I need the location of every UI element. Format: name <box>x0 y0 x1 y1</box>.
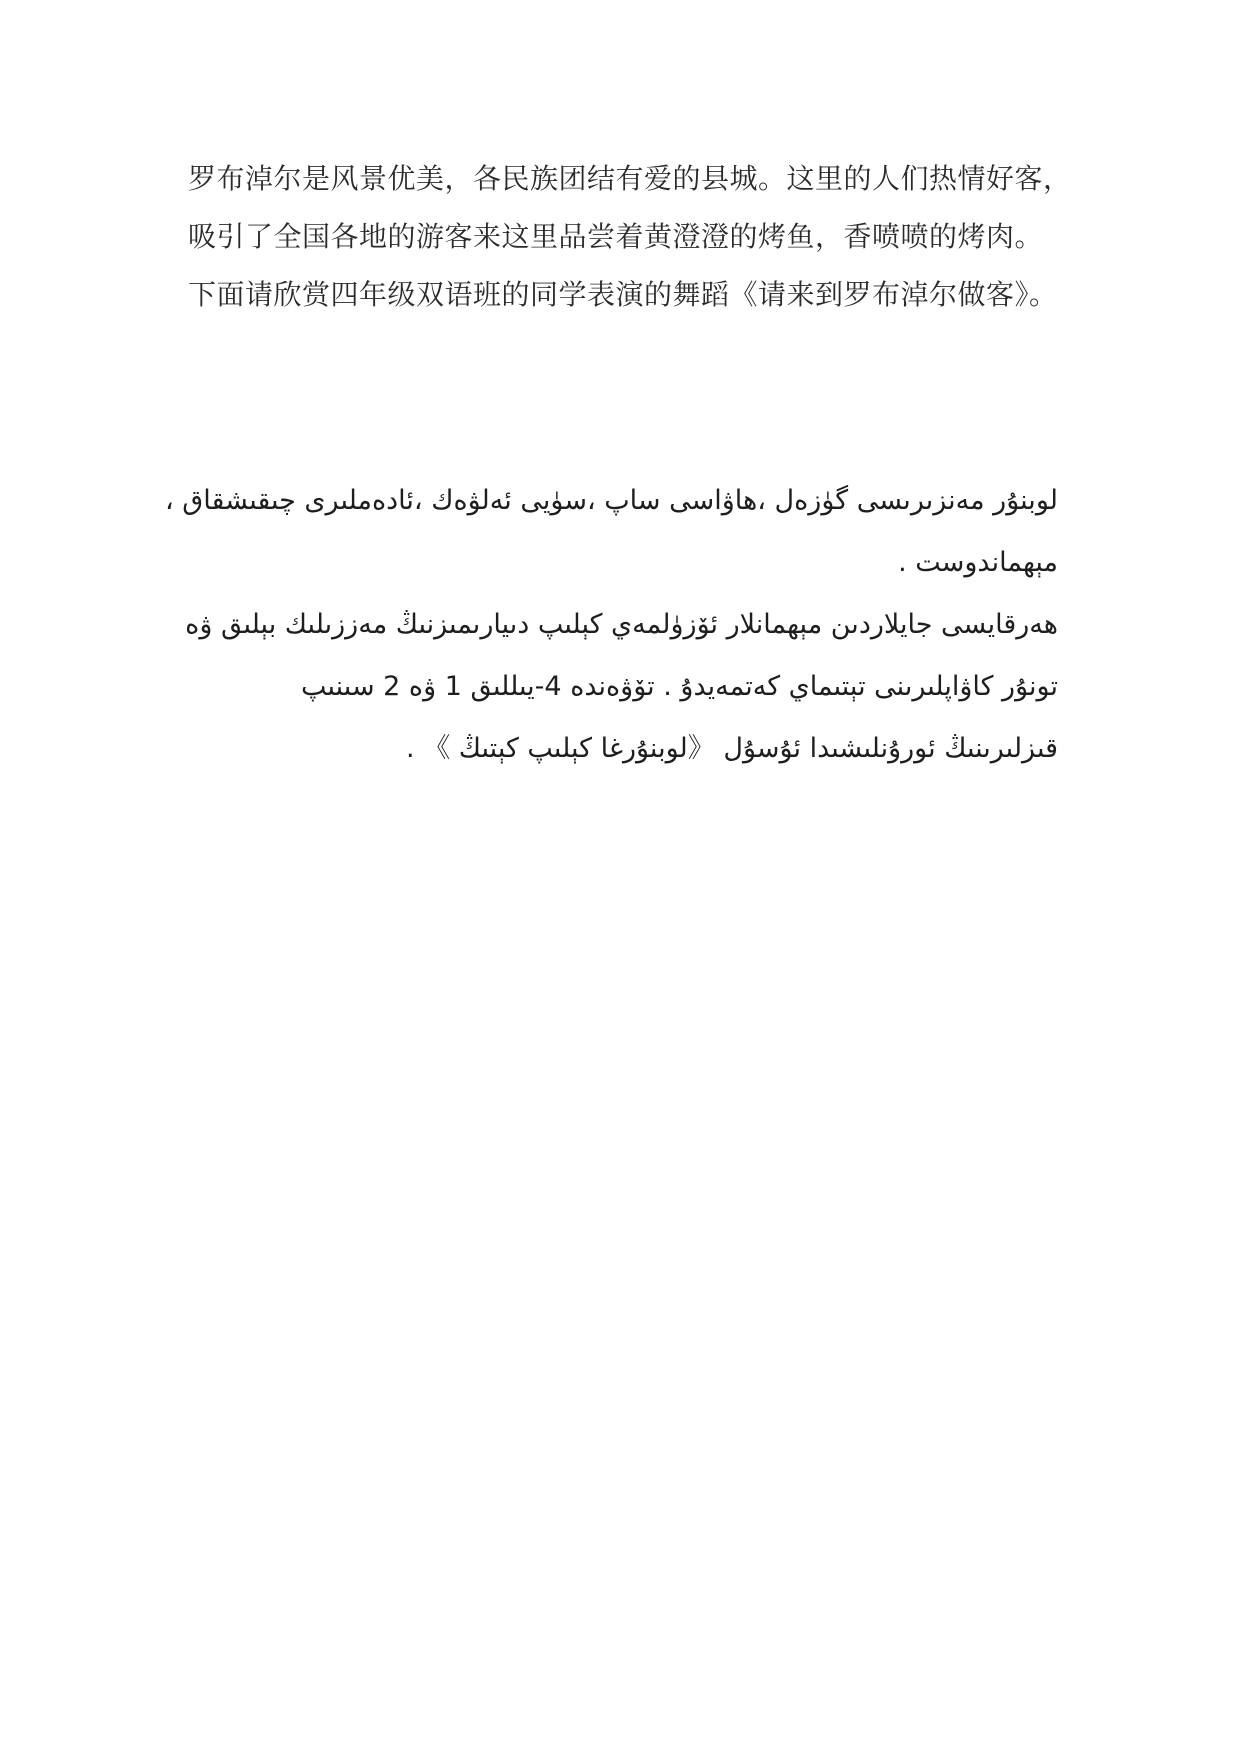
uyghur-line-1: لوبنۇر مەنزىرىسى گۈزەل ،ھاۋاسى ساپ ،سۈيى ئەلۋەك ،ئادەملىرى چىقىشقاق ، <box>164 485 1058 516</box>
uyghur-line-4: تونۇر كاۋاپلىرىنى تېتىماي كەتمەيدۇ . تۆۋەندە 4-يىللىق 1 ۋە 2 سىنىپ <box>300 671 1058 702</box>
uyghur-line-2: مېھماندوست . <box>898 547 1058 578</box>
uyghur-paragraph <box>164 470 1058 780</box>
chinese-line-1: 罗布淖尔是风景优美，各民族团结有爱的县城。这里的人们热情好客， <box>188 162 1072 195</box>
uyghur-line-3: ھەرقايسى جايلاردىن مېھمانلار ئۆزۈلمەي كېلىپ دىيارىمىزنىڭ مەززىلىك بېلىق ۋە <box>185 609 1058 640</box>
uyghur-line-5: قىزلىرىنىڭ ئورۇنلىشىدا ئۇسۇل 《لوبنۇرغا كېلىپ كېتىڭ 》 . <box>406 733 1058 764</box>
chinese-line-3: 下面请欣赏四年级双语班的同学表演的舞蹈《请来到罗布淖尔做客》。 <box>188 278 1058 311</box>
chinese-line-2: 吸引了全国各地的游客来这里品尝着黄澄澄的烤鱼，香喷喷的烤肉。 <box>188 220 1044 253</box>
chinese-paragraph <box>188 150 1072 324</box>
